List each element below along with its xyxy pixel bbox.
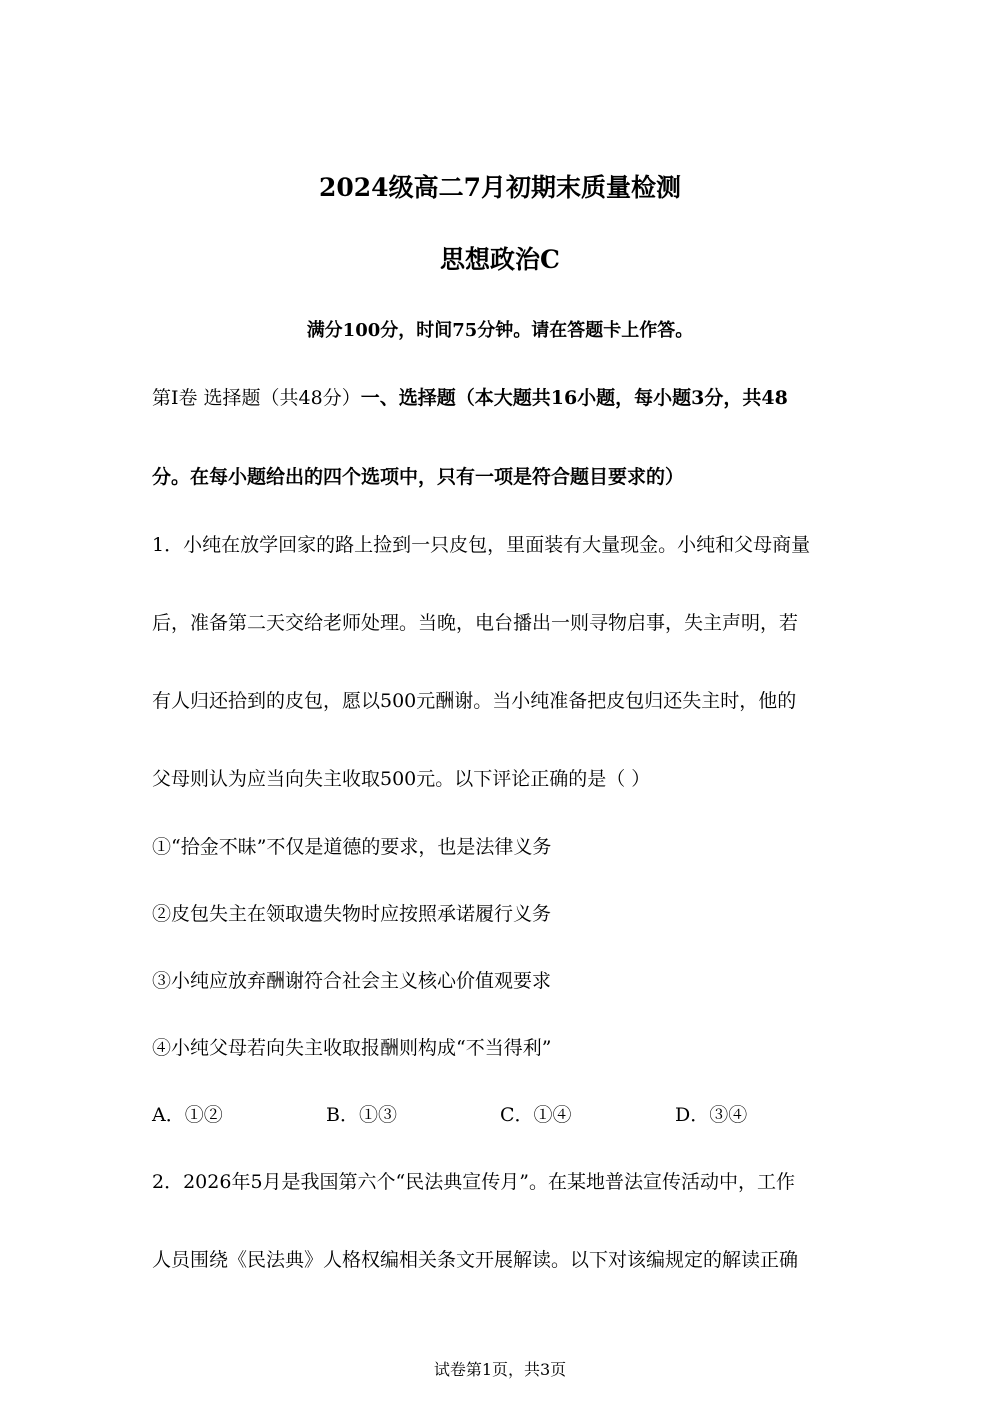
section-heading-line-1 — [152, 383, 788, 410]
q1-option-b: B．①③ — [326, 1104, 397, 1126]
page-footer: 试卷第1页，共3页 — [433, 1360, 567, 1379]
q1-statement-1: ①“拾金不昧”不仅是道德的要求，也是法律义务 — [152, 836, 552, 858]
part-label: 第Ⅰ卷 选择题（共48分） — [152, 387, 361, 409]
q1-statement-2: ②皮包失主在领取遗失物时应按照承诺履行义务 — [152, 903, 552, 925]
exam-subject: 思想政治C — [440, 245, 560, 274]
q1-line: 有人归还拾到的皮包，愿以500元酬谢。当小纯准备把皮包归还失主时，他的 — [152, 690, 797, 712]
q1-option-a: A．①② — [152, 1104, 223, 1126]
q1-statement-3: ③小纯应放弃酬谢符合社会主义核心价值观要求 — [152, 970, 552, 992]
q1-statement-4: ④小纯父母若向失主收取报酬则构成“不当得利” — [152, 1037, 552, 1059]
q2-line: 2．2026年5月是我国第六个“民法典宣传月”。在某地普法宣传活动中，工作 — [152, 1171, 795, 1193]
q1-line: 父母则认为应当向失主收取500元。以下评论正确的是（ ） — [152, 768, 651, 790]
q1-option-d: D．③④ — [675, 1104, 748, 1126]
q2-line: 人员围绕《民法典》人格权编相关条文开展解读。以下对该编规定的解读正确 — [152, 1249, 799, 1271]
exam-info: 满分100分，时间75分钟。请在答题卡上作答。 — [306, 320, 694, 341]
section-heading-line-2: 分。在每小题给出的四个选项中，只有一项是符合题目要求的） — [152, 466, 685, 488]
section-heading: 一、选择题（本大题共16小题，每小题3分，共48 — [360, 387, 788, 409]
q1-line: 后，准备第二天交给老师处理。当晚，电台播出一则寻物启事，失主声明，若 — [152, 612, 799, 634]
q1-line: 1．小纯在放学回家的路上捡到一只皮包，里面装有大量现金。小纯和父母商量 — [152, 534, 811, 556]
exam-title: 2024级高二7月初期末质量检测 — [319, 173, 681, 202]
q1-option-c: C．①④ — [500, 1104, 572, 1126]
